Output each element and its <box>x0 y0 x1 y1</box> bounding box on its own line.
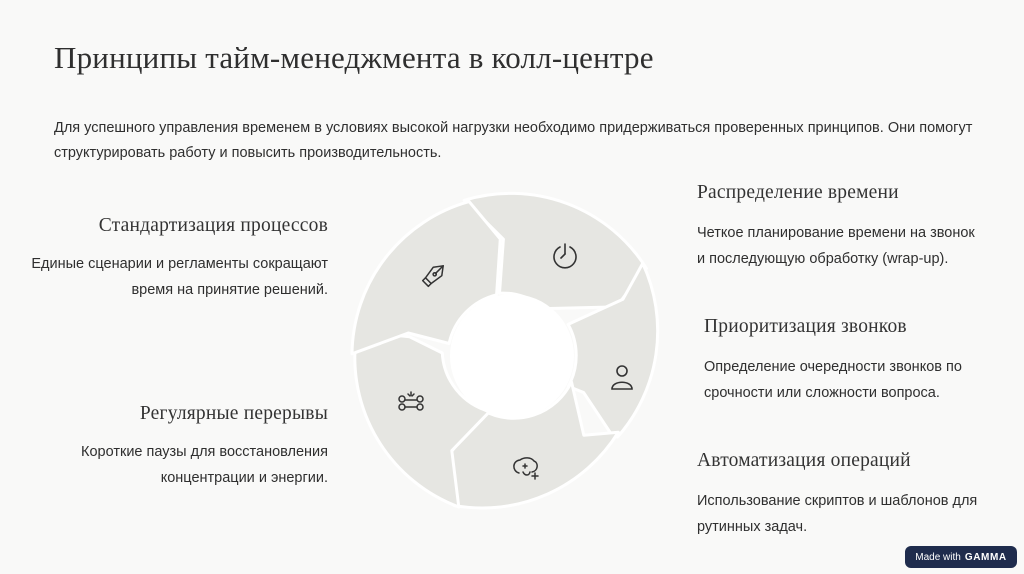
principle-text: Единые сценарии и регламенты сокращают время на принятие решений. <box>31 256 328 298</box>
cycle-diagram <box>346 190 678 522</box>
made-with-gamma-badge[interactable] <box>905 546 1017 568</box>
principle-text: Четкое планирование времени на звонок и последующую обработку (wrap-up). <box>697 225 975 267</box>
principle-standardization <box>28 215 328 303</box>
principle-text: Определение очередности звонков по срочности или сложности вопроса. <box>704 359 962 401</box>
principle-text: Короткие паузы для восстановления концентрации и энергии. <box>81 444 328 486</box>
intro-text: Для успешного управления временем в условиях высокой нагрузки необходимо придерживаться проверенных принципов. Они помогут структурировать работу и повысить производительность. <box>54 120 973 161</box>
badge-prefix: Made with <box>915 551 961 563</box>
principle-heading: Стандартизация процессов <box>98 215 328 236</box>
badge-brand: GAMMA <box>964 551 1007 563</box>
principle-text: Использование скриптов и шаблонов для рутинных задач. <box>697 493 978 535</box>
page-title: Принципы тайм-менеджмента в колл-центре <box>54 40 654 75</box>
principle-heading: Регулярные перерывы <box>139 403 328 424</box>
principle-priority <box>704 316 994 406</box>
principle-heading: Распределение времени <box>697 182 899 203</box>
principle-heading: Приоритизация звонков <box>704 316 907 337</box>
principle-time <box>697 182 977 272</box>
principle-automation <box>697 450 987 540</box>
principle-heading: Автоматизация операций <box>697 450 911 471</box>
principle-breaks <box>28 403 328 491</box>
